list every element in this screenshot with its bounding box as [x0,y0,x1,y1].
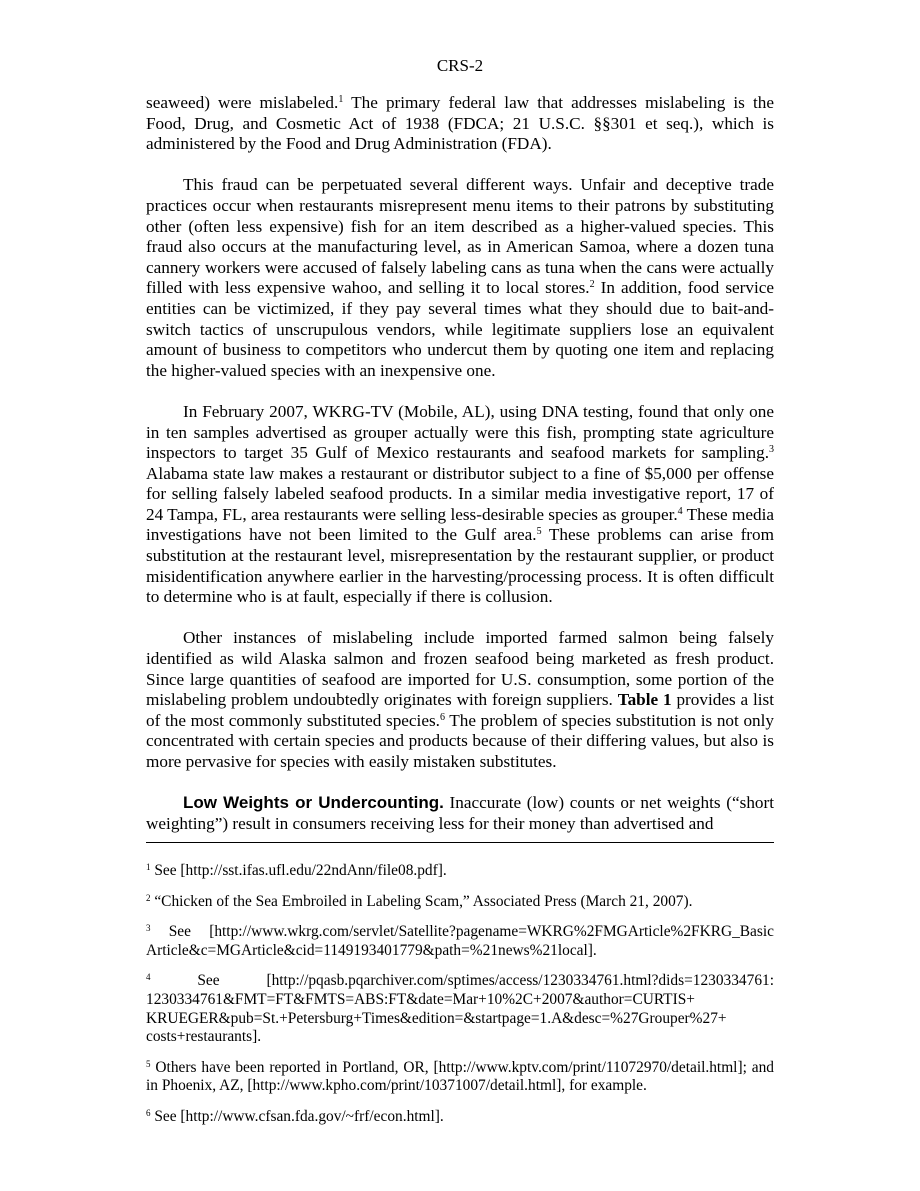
footnote-number: 4 [146,972,151,983]
footnote-2 [146,893,774,912]
footnote-ref-2[interactable]: 2 [589,279,595,291]
text-run: The problem of species substitution is not only concentrated with certain species and products because of their differing values, but also is more pervasive for species with easily mistaken substitutes. [146,710,775,771]
footnote-number: 5 [146,1058,151,1069]
paragraph-grouper-testing [146,402,774,608]
footnote-ref-5[interactable]: 5 [536,526,542,538]
footnote-text: See [http://www.cfsan.fda.gov/~frf/econ.html]. [150,1107,444,1125]
footnote-ref-6[interactable]: 6 [439,711,445,723]
text-run: In addition, food service entities can be victimized, if they pay several times what they should due to bait-and-switch tactics of unscrupulous vendors, while legitimate suppliers lose an equivalent amount of business to competitors who undercut them by quoting one item and replacing the higher-valued species with an inexpensive one. [146,278,774,380]
footnote-1 [146,862,774,881]
paragraph-fraud-methods [146,175,774,381]
text-run: This fraud can be perpetuated several different ways. Unfair and deceptive trade practices occur when restaurants misrepresent menu items to their patrons by substituting other (often less expensive) fish for an item described as a higher-valued species. This fraud also occurs at the manufacturing level, as in American Samoa, where a dozen tuna cannery workers were accused of falsely labeling cans as tuna when the cans were actually filled with less expensive wahoo, and selling it to local stores. [146,175,774,298]
footnote-number: 2 [146,892,151,903]
footnote-text: See [http://sst.ifas.ufl.edu/22ndAnn/file08.pdf]. [150,862,447,879]
footnotes-section [146,862,774,1139]
paragraph-other-instances [146,628,774,772]
footnote-divider [146,842,774,843]
text-run: seaweed) were mislabeled. [146,93,339,112]
page-number-header: CRS-2 [436,56,484,75]
footnote-5 [146,1059,774,1096]
paragraph-low-weights [146,793,774,834]
body-text [146,93,774,855]
text-run: Other instances of mislabeling include imported farmed salmon being falsely identified as wild Alaska salmon and frozen seafood being marketed as fresh product. Since large quantities of seafood are imported for U.S. consumption, some portion of the mislabeling problem undoubtedly originates with foreign suppliers. [146,628,774,710]
text-run: provides a list of the most commonly substituted species. [146,690,774,730]
footnote-number: 3 [146,923,151,934]
text-run: In February 2007, WKRG-TV (Mobile, AL), using DNA testing, found that only one in ten samples advertised as grouper actually were this fish, prompting state agriculture inspectors to target 35 Gulf of Mexico restaurants and seafood markets for sampling. [146,401,774,463]
text-run: The primary federal law that addresses mislabeling is the Food, Drug, and Cosmetic Act of 1938 (FDCA; 21 U.S.C. §§301 et seq.), which is administered by the Food and Drug Administration (FDA). [146,93,774,154]
footnote-number: 6 [146,1107,151,1118]
footnote-3 [146,923,774,960]
footnote-ref-1[interactable]: 1 [338,94,344,105]
footnote-text: Others have been reported in Portland, OR, [http://www.kptv.com/print/11072970/detail.html]; and in Phoenix, AZ, [http://www.kpho.com/print/10371007/detail.html], for example. [146,1058,774,1095]
footnote-4 [146,972,774,1046]
text-run: Inaccurate (low) counts or net weights (“short weighting”) result in consumers receiving less for their money than advertised and [146,793,775,833]
footnote-text: See [http://www.wkrg.com/servlet/Satellite?pagename=WKRG%2FMGArticle%2FKRG_Basic Article&c=MGArticle&cid=1149193401779&path=%21news%21local]. [146,923,774,959]
footnote-6 [146,1108,774,1127]
text-run: These media investigations have not been limited to the Gulf area. [146,504,774,545]
footnote-number: 1 [146,862,151,872]
section-heading-low-weights: Low Weights or Undercounting. [183,793,444,813]
text-run: Alabama state law makes a restaurant or distributor subject to a fine of $5,000 per offense for selling falsely labeled seafood products. In a similar media investigative report, 17 of 24 Tampa, FL, area restaurants were selling less-desirable species as grouper. [146,463,774,524]
table-1-reference[interactable]: Table 1 [617,690,672,710]
footnote-ref-3[interactable]: 3 [769,444,774,456]
footnote-text: See [http://pqasb.pqarchiver.com/sptimes/access/1230334761.html?dids=1230334761: 1230334761&FMT=FT&FMTS=ABS:FT&date=Mar+10%2C+2007&author=CURTIS+ KRUEGER&pub=St.+Petersburg+Times&edition=&startpage=1.A&desc=%27Grouper%27+ costs+restaurants]. [146,972,774,1046]
footnote-ref-4[interactable]: 4 [677,505,683,517]
footnote-text: “Chicken of the Sea Embroiled in Labeling Scam,” Associated Press (March 21, 2007). [150,892,693,910]
paragraph-fdca [146,93,774,155]
text-run: These problems can arise from substitution at the restaurant level, misrepresentation by the restaurant supplier, or product misidentification anywhere earlier in the harvesting/processing process. It is often difficult to determine who is at fault, especially if there is collusion. [146,525,774,607]
